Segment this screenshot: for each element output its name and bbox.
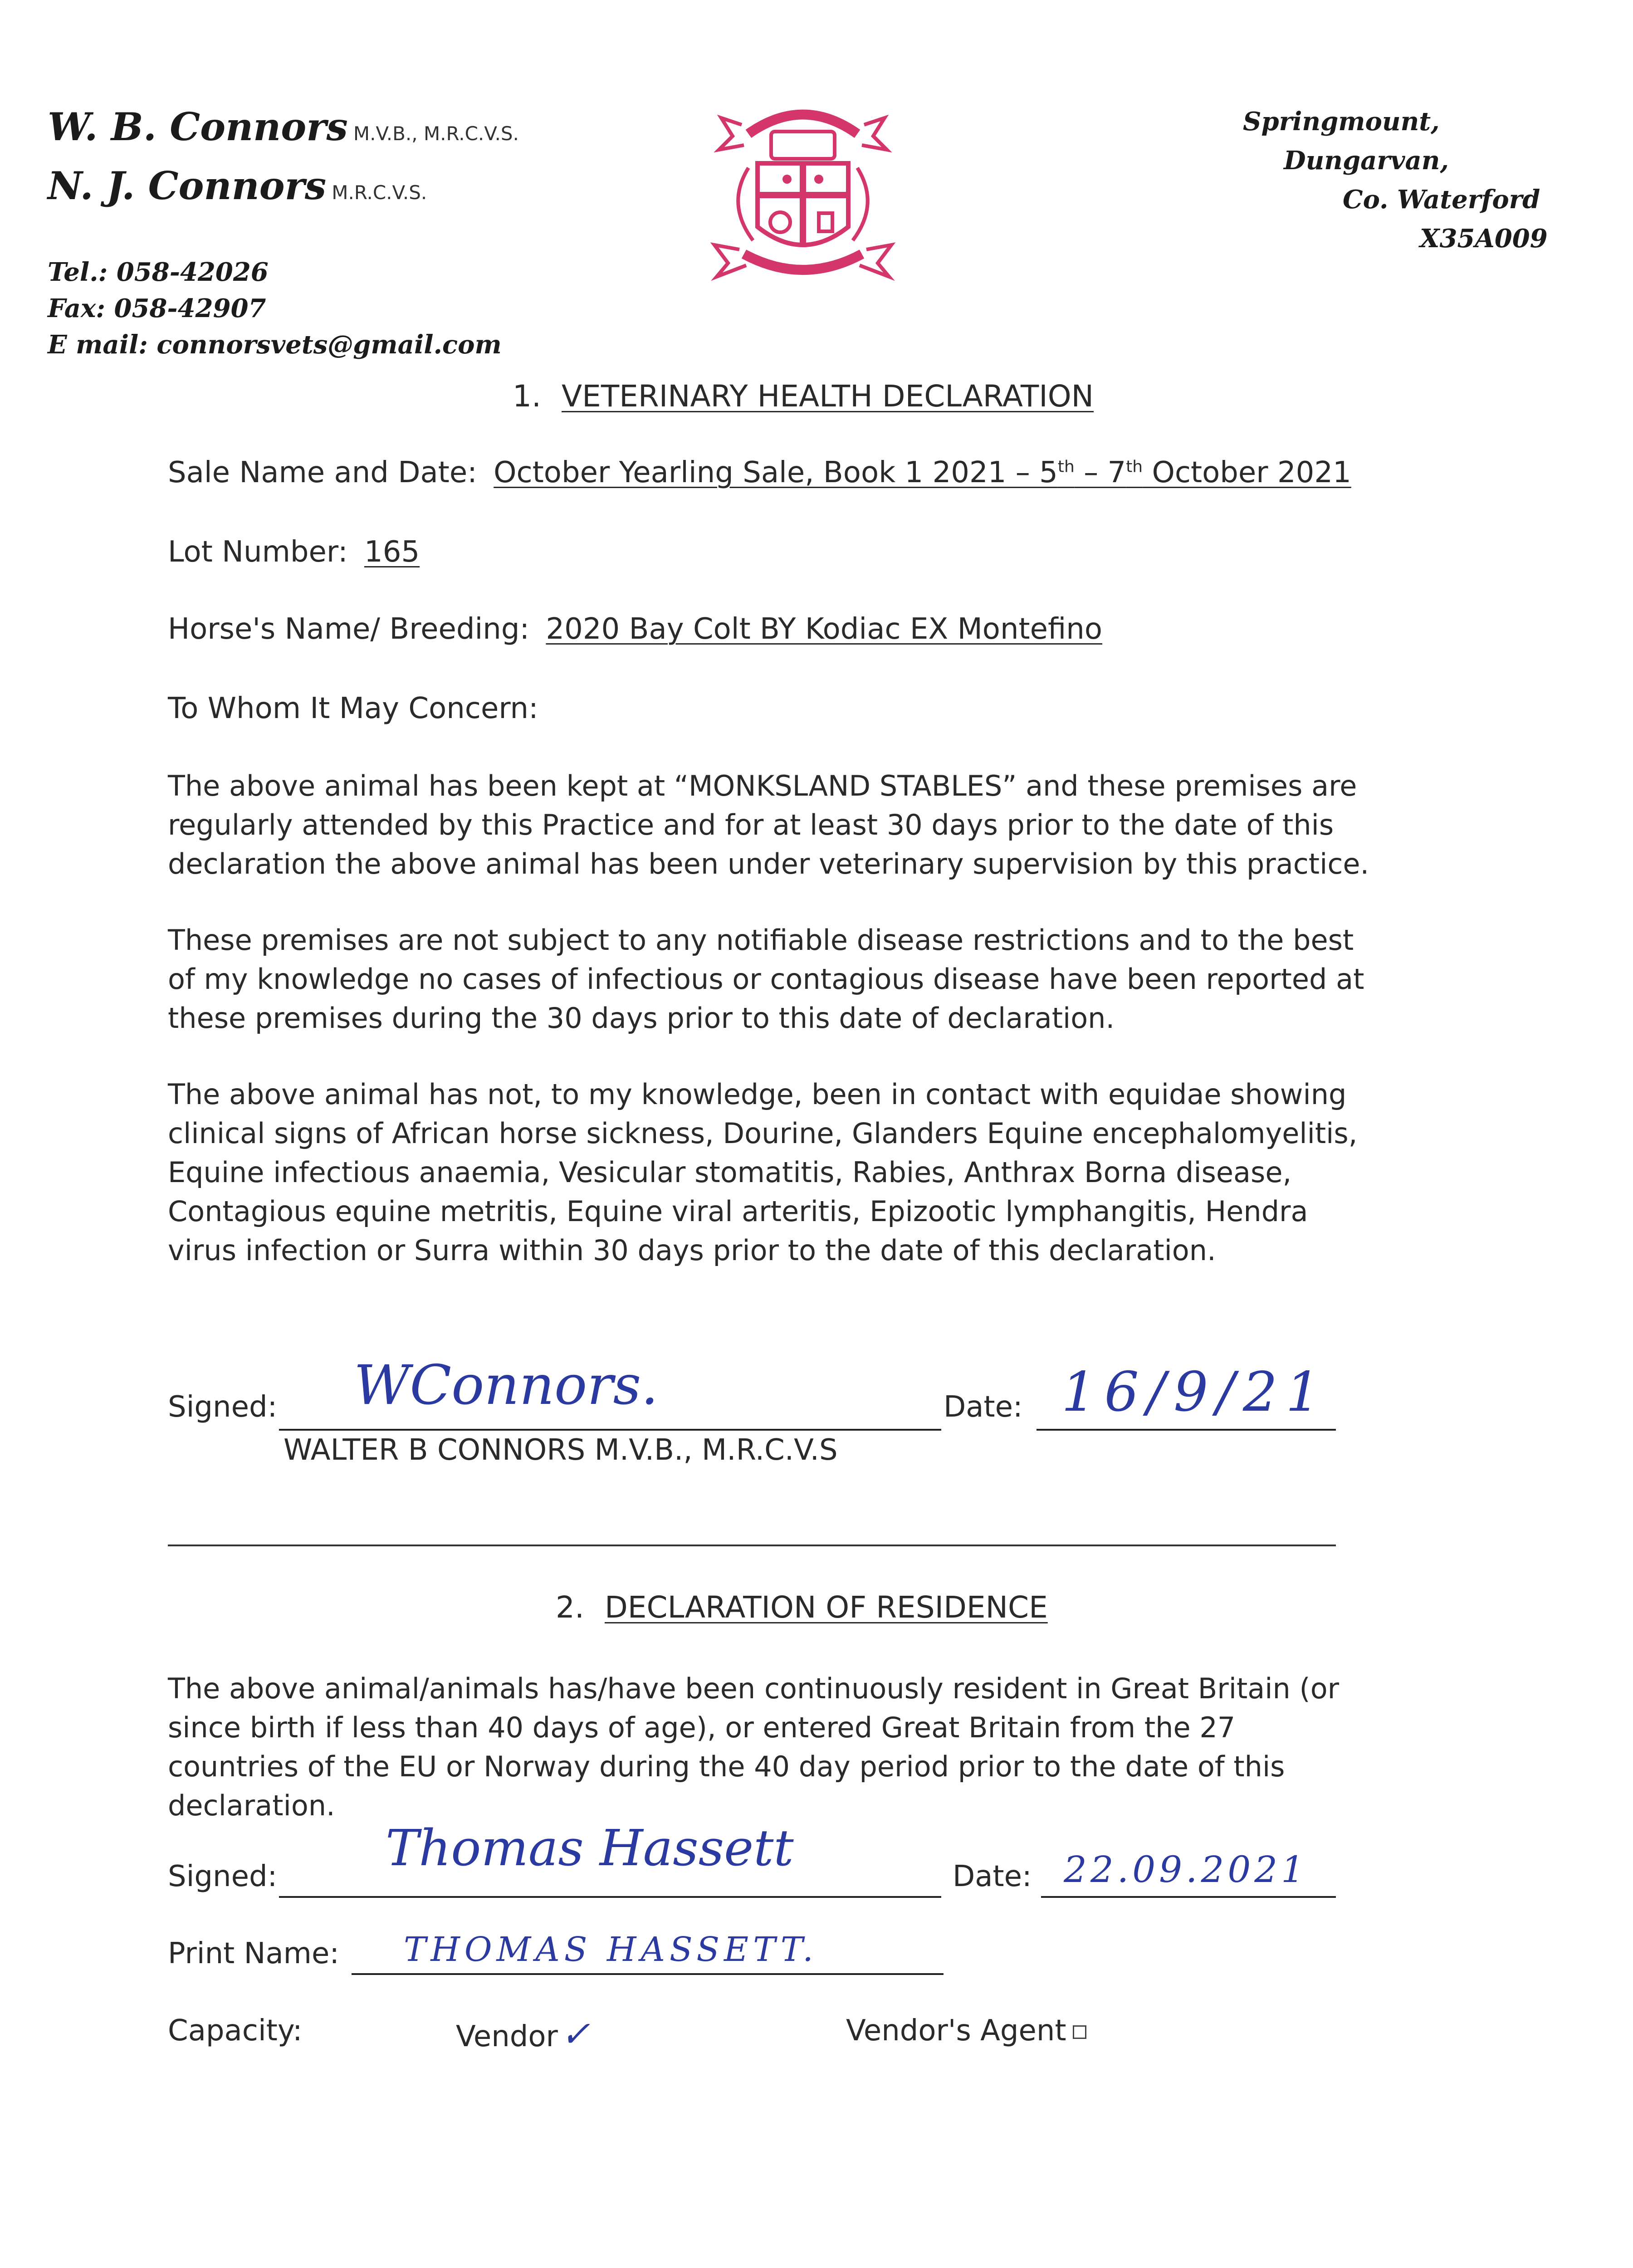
para-line: since birth if less than 40 days of age), or entered Great Britain from the 27: [168, 1711, 1236, 1744]
capacity-option-vendor[interactable]: [456, 2014, 590, 2055]
sale-field: [168, 456, 1351, 489]
sale-value: [494, 456, 1351, 489]
vet1-line: [48, 104, 519, 149]
salutation: To Whom It May Concern:: [168, 692, 538, 725]
s1-date-line: [1037, 1429, 1336, 1431]
print-name-label: Print Name:: [168, 1937, 339, 1970]
section2-heading: [556, 1590, 1048, 1625]
s2-date-value: 22.09.2021: [1064, 1848, 1308, 1891]
para3-line: clinical signs of African horse sickness, Dourine, Glanders Equine encephalomyelitis,: [168, 1117, 1358, 1150]
paragraph-3: [168, 1075, 1393, 1270]
address-line-2: Dungarvan,: [1284, 146, 1449, 176]
s1-signed-label: Signed:: [168, 1390, 278, 1424]
vendor-checkmark-icon[interactable]: ✓: [560, 2014, 591, 2055]
sale-sup2: th: [1126, 457, 1143, 476]
para3-line: virus infection or Surra within 30 days prior to the date of this declaration.: [168, 1234, 1216, 1267]
sale-label: Sale Name and Date:: [168, 456, 477, 489]
vet1-name: W. B. Connors: [48, 104, 348, 149]
vet1-quals: M.V.B., M.R.C.V.S.: [353, 122, 519, 145]
section2-number: 2.: [556, 1590, 584, 1625]
para-line: The above animal/animals has/have been continuously resident in Great Britain (or: [168, 1672, 1340, 1705]
section1-heading: [513, 379, 1094, 414]
paragraph-1: [168, 767, 1393, 884]
sale-value-part3: October 2021: [1143, 456, 1351, 489]
para3-line: The above animal has not, to my knowledge, been in contact with equidae showing: [168, 1078, 1347, 1111]
agent-checkbox[interactable]: [1073, 2025, 1086, 2039]
s2-signature-line: [279, 1896, 941, 1898]
address-line-1: Springmount,: [1243, 107, 1440, 137]
s1-signature: WConnors.: [354, 1354, 659, 1417]
lot-label: Lot Number:: [168, 535, 348, 569]
agent-label: Vendor's Agent: [846, 2014, 1066, 2048]
section-divider: [168, 1545, 1336, 1546]
vet2-name: N. J. Connors: [48, 163, 327, 208]
vet2-quals: M.R.C.V.S.: [332, 181, 427, 204]
address-line-4: X35A009: [1420, 224, 1548, 254]
s1-signature-line: [279, 1429, 941, 1431]
sale-sup1: th: [1057, 457, 1075, 476]
para1-line: declaration the above animal has been under veterinary supervision by this practice.: [168, 847, 1369, 880]
para3-line: Equine infectious anaemia, Vesicular stomatitis, Rabies, Anthrax Borna disease,: [168, 1156, 1292, 1189]
paragraph-2: [168, 921, 1393, 1038]
address-line-3: Co. Waterford: [1343, 185, 1540, 215]
para2-line: These premises are not subject to any notifiable disease restrictions and to the best: [168, 924, 1354, 957]
print-name-value: THOMAS HASSETT.: [404, 1930, 818, 1969]
s2-signed-label: Signed:: [168, 1860, 278, 1893]
s2-date-label: Date:: [953, 1860, 1032, 1893]
contact-block: [48, 254, 502, 363]
s2-signature: Thomas Hassett: [386, 1819, 794, 1877]
fax: Fax: 058-42907: [48, 293, 266, 323]
para-line: countries of the EU or Norway during the 40 day period prior to the date of this: [168, 1750, 1285, 1783]
s1-signatory: WALTER B CONNORS M.V.B., M.R.C.V.S: [284, 1433, 838, 1467]
lot-field: [168, 535, 420, 569]
s1-date-label: Date:: [944, 1390, 1023, 1424]
horse-label: Horse's Name/ Breeding:: [168, 612, 530, 646]
sale-value-part1: October Yearling Sale, Book 1 2021 – 5: [494, 456, 1058, 489]
s2-date-line: [1041, 1896, 1336, 1898]
para1-line: regularly attended by this Practice and for at least 30 days prior to the date of this: [168, 808, 1334, 841]
print-name-line: [352, 1973, 944, 1975]
horse-value: 2020 Bay Colt BY Kodiac EX Montefino: [546, 612, 1102, 646]
capacity-label: Capacity:: [168, 2014, 303, 2048]
sale-value-part2: – 7: [1074, 456, 1126, 489]
lot-value: 165: [364, 535, 420, 569]
address-block: [1243, 102, 1548, 258]
horse-field: [168, 612, 1102, 646]
vendor-label: Vendor: [456, 2020, 558, 2053]
tel: Tel.: 058-42026: [48, 257, 269, 287]
capacity-option-agent[interactable]: [846, 2014, 1086, 2048]
email: E mail: connorsvets@gmail.com: [48, 330, 502, 360]
para-line: declaration.: [168, 1789, 335, 1822]
section1-title: VETERINARY HEALTH DECLARATION: [561, 379, 1094, 414]
para3-line: Contagious equine metritis, Equine viral arteritis, Epizootic lymphangitis, Hendra: [168, 1195, 1308, 1228]
para1-line: The above animal has been kept at “MONKSLAND STABLES” and these premises are: [168, 769, 1357, 802]
residence-paragraph: [168, 1669, 1393, 1825]
para2-line: of my knowledge no cases of infectious or contagious disease have been reported at: [168, 963, 1364, 996]
section1-number: 1.: [513, 379, 541, 414]
para2-line: these premises during the 30 days prior to this date of declaration.: [168, 1002, 1115, 1035]
s1-date-value: 16/9/21: [1061, 1361, 1329, 1424]
section2-title: DECLARATION OF RESIDENCE: [604, 1590, 1048, 1625]
vet2-line: [48, 163, 427, 208]
crest-seal: [694, 91, 912, 290]
